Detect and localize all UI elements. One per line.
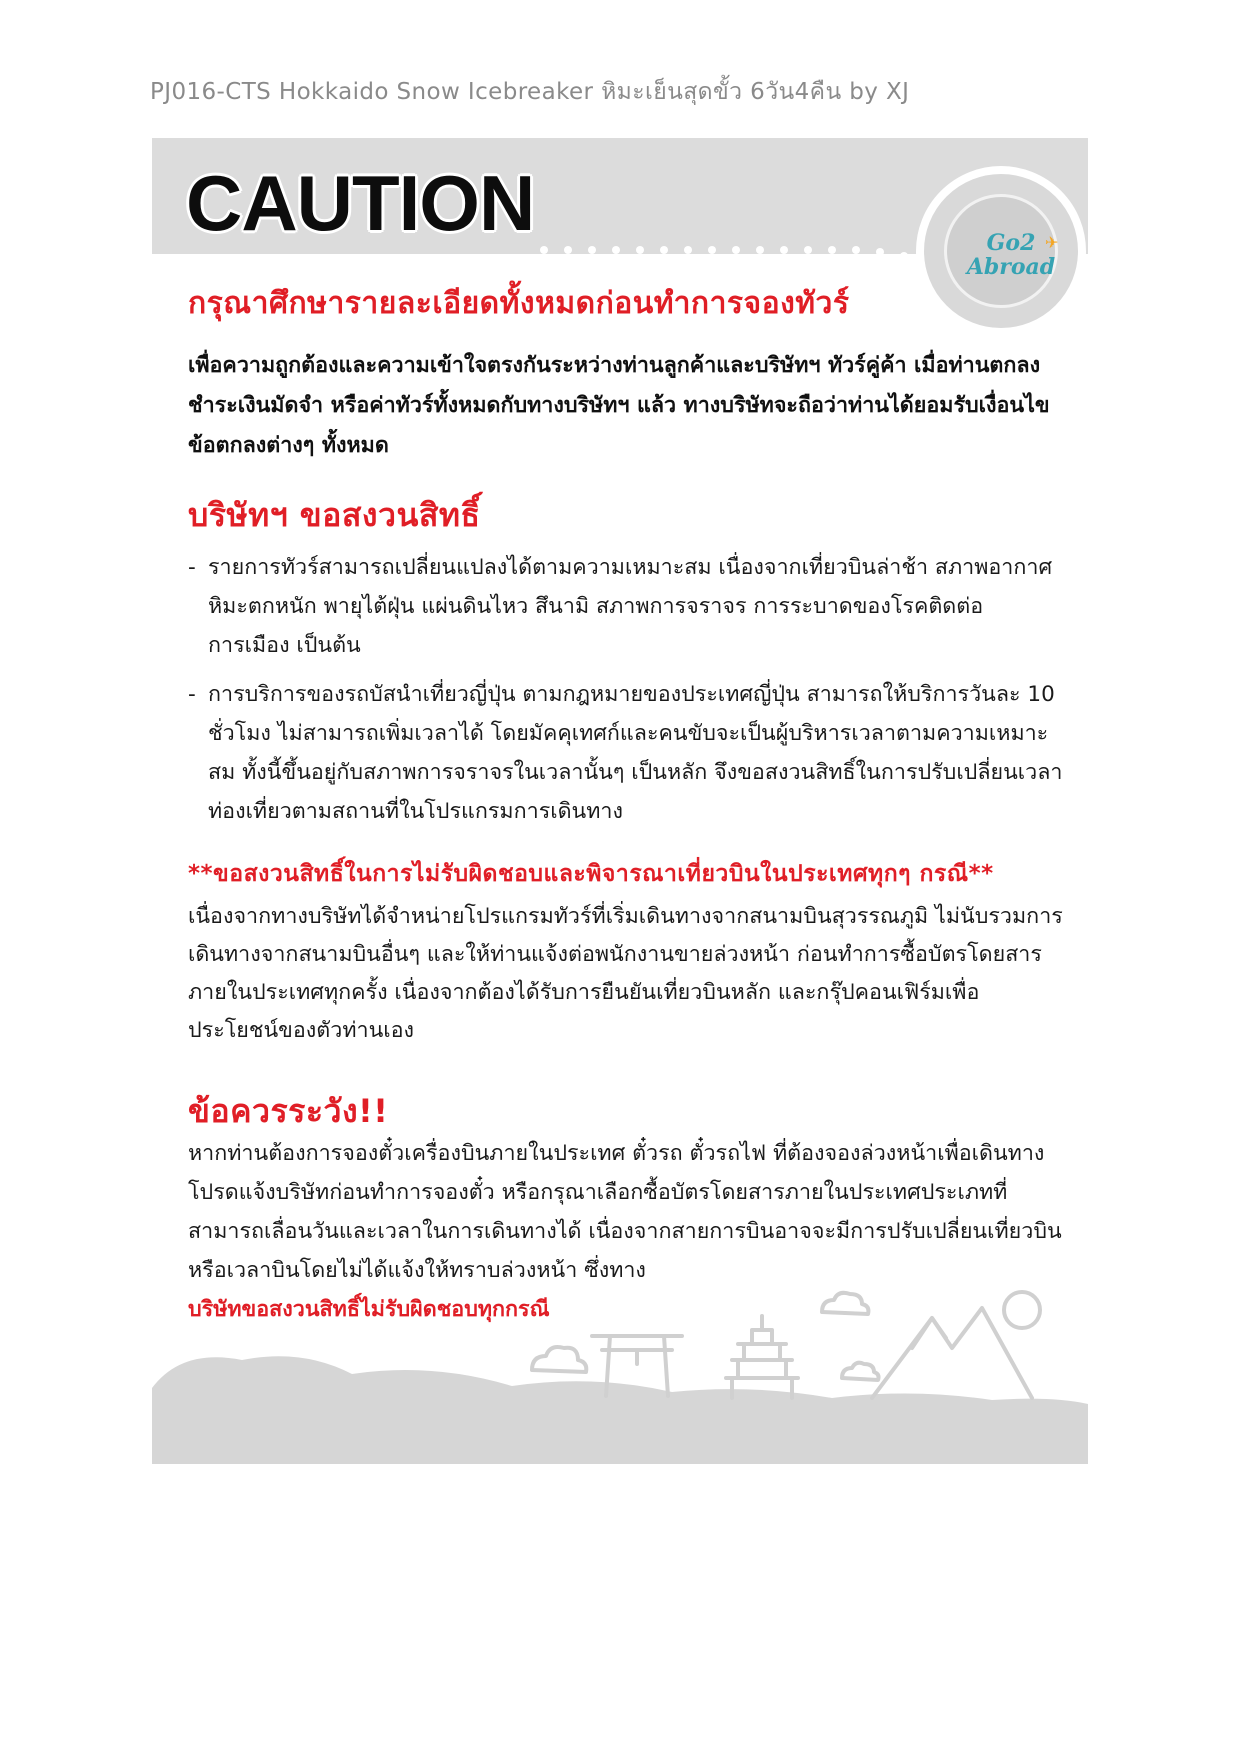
bullet-dash: - [188, 682, 196, 707]
document-header: PJ016-CTS Hokkaido Snow Icebreaker หิมะเย็นสุดขั้ว 6วัน4คืน by XJ [150, 79, 910, 105]
flights-paragraph: เนื่องจากทางบริษัทได้จำหน่ายโปรแกรมทัวร์ที่เริ่มเดินทางจากสนามบินสุวรรณภูมิ ไม่นับรวมการเดินทางจากสนามบินอื่นๆ และให้ท่านแจ้งต่อพนักงานขายล่วงหน้า ก่อนทำการซื้อบัตรโดยสารภายในประเทศทุกครั้ง เนื่องจากต้องได้รับการยืนยันเที่ยวบินหลัก และกรุ๊ปคอนเฟิร์มเพื่อประโยชน์ของตัวท่านเอง [188, 904, 1063, 1043]
caution-title: CAUTION [186, 159, 535, 247]
list-item [188, 548, 1068, 665]
logo-globe [944, 194, 1058, 308]
list-item-text: การบริการของรถบัสนำเที่ยวญี่ปุ่น ตามกฎหมายของประเทศญี่ปุ่น สามารถให้บริการวันละ 10 ชั่วโมง ไม่สามารถเพิ่มเวลาได้ โดยมัคคุเทศก์และคนขับจะเป็นผู้บริหารเวลาตามความเหมาะสม ทั้งนี้ขึ้นอยู่กับสภาพการจราจรในเวลานั้นๆ เป็นหลัก จึงขอสงวนสิทธิ์ในการปรับเปลี่ยนเวลาท่องเที่ยวตามสถานที่ในโปรแกรมการเดินทาง [208, 682, 1063, 824]
intro-paragraph: เพื่อความถูกต้องและความเข้าใจตรงกันระหว่างท่านลูกค้าและบริษัทฯ ทัวร์คู่ค้า เมื่อท่านตกลงชำระเงินมัดจำ หรือค่าทัวร์ทั้งหมดกับทางบริษัทฯ แล้ว ทางบริษัทจะถือว่าท่านได้ยอมรับเงื่อนไข ข้อตกลงต่างๆ ทั้งหมด [188, 353, 1050, 458]
warning-heading: ข้อควรระวัง!! [188, 1092, 389, 1130]
airplane-icon: ✈ [1045, 233, 1059, 252]
rights-heading: บริษัทฯ ขอสงวนสิทธิ์ [188, 496, 481, 534]
japan-landmarks-footer-illustration [152, 1288, 1088, 1464]
warning-red-note: บริษัทขอสงวนสิทธิ์ไม่รับผิดชอบทุกกรณี [188, 1297, 550, 1322]
logo-line-1: Go2 [986, 230, 1036, 256]
list-item [188, 675, 1068, 831]
intro-heading: กรุณาศึกษารายละเอียดทั้งหมดก่อนทำการจองทัวร์ [188, 286, 850, 321]
bullet-dash: - [188, 555, 196, 580]
list-item-text: รายการทัวร์สามารถเปลี่ยนแปลงได้ตามความเหมาะสม เนื่องจากเที่ยวบินล่าช้า สภาพอากาศ หิมะตกหนัก พายุไต้ฝุ่น แผ่นดินไหว สึนามิ สภาพการจราจร การระบาดของโรคติดต่อ การเมือง เป็นต้น [208, 555, 1053, 658]
rights-list [188, 548, 1068, 841]
warning-body: หากท่านต้องการจองตั๋วเครื่องบินภายในประเทศ ตั๋วรถ ตั๋วรถไฟ ที่ต้องจองล่วงหน้าเพื่อเดินทาง โปรดแจ้งบริษัทก่อนทำการจองตั๋ว หรือกรุณาเลือกซื้อบัตรโดยสารภายในประเทศประเภทที่สามารถเลื่อนวันและเวลาในการเดินทางได้ เนื่องจากสายการบินอาจจะมีการปรับเปลี่ยนเที่ยวบินหรือเวลาบินโดยไม่ได้แจ้งให้ทราบล่วงหน้า ซึ่งทาง [188, 1141, 1062, 1283]
go2abroad-logo [916, 166, 1086, 336]
flights-heading: **ขอสงวนสิทธิ์ในการไม่รับผิดชอบและพิจารณาเที่ยวบินในประเทศทุกๆ กรณี** [188, 861, 994, 887]
caution-card [152, 138, 1088, 1464]
logo-text [961, 231, 1061, 279]
logo-line-2: Abroad [966, 254, 1056, 280]
